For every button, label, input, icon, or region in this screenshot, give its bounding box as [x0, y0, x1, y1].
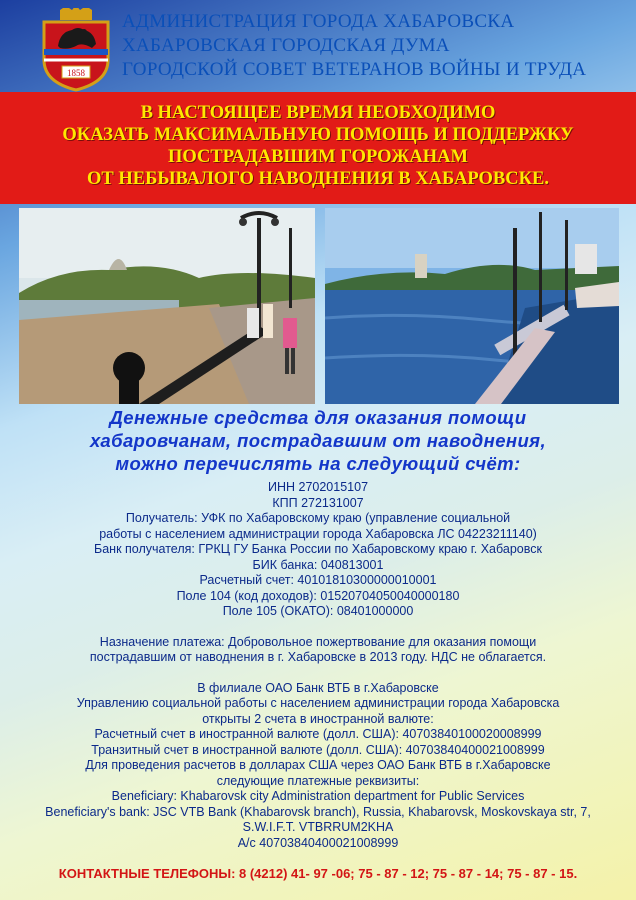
- detail-line: Beneficiary's bank: JSC VTB Bank (Khabarovsk branch), Russia, Khabarovsk, Moskovskaya str, 7,: [45, 804, 591, 819]
- detail-line: Банк получателя: ГРКЦ ГУ Банка России по Хабаровскому краю г. Хабаровск: [94, 542, 542, 556]
- appeal-banner: [0, 92, 636, 204]
- banner-line: ОТ НЕБЫВАЛОГО НАВОДНЕНИЯ В ХАБАРОВСКЕ.: [87, 169, 549, 189]
- detail-line: Транзитный счет в иностранной валюте (долл. США): 40703840400021008999: [91, 742, 545, 757]
- detail-line: КПП 272131007: [272, 495, 364, 510]
- detail-line: открыты 2 счета в иностранной валюте:: [202, 711, 434, 726]
- detail-line: Поле 104 (код доходов): 01520704050040000180: [176, 588, 460, 603]
- org-line: ГОРОДСКОЙ СОВЕТ ВЕТЕРАНОВ ВОЙНЫ И ТРУДА: [122, 59, 587, 80]
- header: [0, 0, 636, 90]
- appeal-text: [0, 406, 636, 475]
- detail-line: Beneficiary: Khabarovsk city Administration department for Public Services: [111, 789, 525, 803]
- detail-line: ИНН 2702015107: [267, 480, 369, 494]
- detail-line: Получатель: УФК по Хабаровскому краю (управление социальной: [125, 511, 511, 525]
- detail-line: Расчетный счет: 40101810300000010001: [199, 573, 437, 587]
- detail-line: S.W.I.F.T. VTBRRUM2KHA: [242, 820, 394, 834]
- detail-line: Для проведения расчетов в долларах США через ОАО Банк ВТБ в г.Хабаровске: [85, 758, 551, 772]
- detail-line: Расчетный счет в иностранной валюте (долл. США): 40703840100020008999: [94, 727, 542, 741]
- contact-phones: КОНТАКТНЫЕ ТЕЛЕФОНЫ: 8 (4212) 41- 97 -06; 75 - 87 - 12; 75 - 87 - 14; 75 - 87 - 15.: [58, 866, 578, 881]
- banner-line: В НАСТОЯЩЕЕ ВРЕМЯ НЕОБХОДИМО: [140, 103, 496, 123]
- photo-embankment-before: [19, 208, 315, 404]
- purpose-line: Назначение платежа: Добровольное пожертвование для оказания помощи: [99, 634, 537, 649]
- purpose-line: пострадавшим от наводнения в г. Хабаровске в 2013 году. НДС не облагается.: [89, 650, 547, 664]
- crest-year: 1858: [67, 68, 85, 78]
- banner-line: ПОСТРАДАВШИМ ГОРОЖАНАМ: [168, 147, 468, 167]
- bank-details: [0, 480, 636, 851]
- appeal-line: Денежные средства для оказания помощи: [109, 407, 527, 428]
- appeal-line: можно перечислять на следующий счёт:: [115, 453, 521, 474]
- organizations: [122, 10, 622, 82]
- org-line: ХАБАРОВСКАЯ ГОРОДСКАЯ ДУМА: [122, 35, 450, 56]
- banner-line: ОКАЗАТЬ МАКСИМАЛЬНУЮ ПОМОЩЬ И ПОДДЕРЖКУ: [62, 125, 574, 145]
- detail-line: A/c 40703840400021008999: [237, 835, 399, 850]
- detail-line: Управлению социальной работы с населением администрации города Хабаровска: [76, 696, 560, 710]
- detail-line: В филиале ОАО Банк ВТБ в г.Хабаровске: [197, 680, 439, 695]
- org-line: АДМИНИСТРАЦИЯ ГОРОДА ХАБАРОВСКА: [122, 11, 515, 32]
- detail-line: работы с населением администрации города Хабаровска ЛС 04223211140): [99, 526, 537, 541]
- photo-flooded-embankment: [325, 208, 619, 404]
- detail-line: следующие платежные реквизиты:: [216, 773, 420, 788]
- detail-line: Поле 105 (ОКАТО): 08401000000: [222, 604, 414, 618]
- appeal-line: хабаровчанам, пострадавшим от наводнения,: [89, 430, 546, 451]
- detail-line: БИК банка: 040813001: [252, 557, 384, 572]
- khabarovsk-coat-of-arms-icon: [38, 8, 114, 92]
